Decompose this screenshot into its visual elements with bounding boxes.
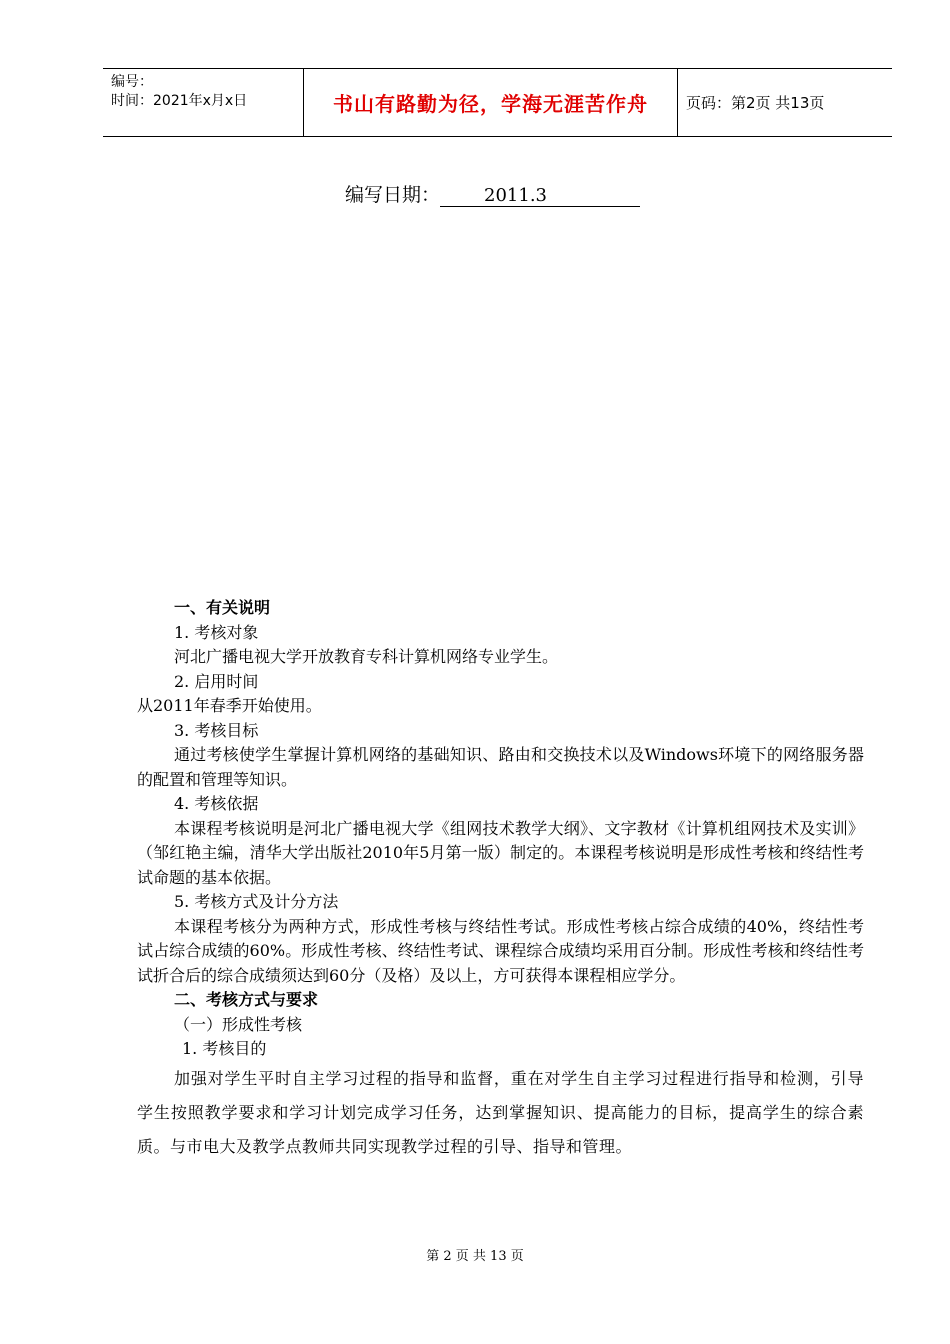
document-body <box>137 596 864 1164</box>
page-header <box>103 68 892 137</box>
subsection-1-item-1-title: 1. 考核目的 <box>182 1039 267 1058</box>
item-3-text: 通过考核使学生掌握计算机网络的基础知识、路由和交换技术以及Windows环境下的网络服务器的配置和管理等知识。 <box>137 745 864 789</box>
subsection-1-item-1-text: 加强对学生平时自主学习过程的指导和监督，重在对学生自主学习过程进行指导和检测，引导学生按照教学要求和学习计划完成学习任务，达到掌握知识、提高能力的目标，提高学生的综合素质。与市电大及教学点教师共同实现教学过程的引导、指导和管理。 <box>137 1068 864 1156</box>
compile-date-label: 编写日期： <box>345 184 441 206</box>
compile-date-value: 2011.3 <box>440 185 640 207</box>
number-label: 编号： <box>111 74 153 90</box>
header-page-info: 页码：第2页 共13页 <box>686 94 825 112</box>
section-1-title: 一、有关说明 <box>174 598 271 617</box>
item-3-title: 3. 考核目标 <box>174 720 259 740</box>
section-2-title: 二、考核方式与要求 <box>174 990 319 1009</box>
item-5-text: 本课程考核分为两种方式，形成性考核与终结性考试。形成性考核占综合成绩的40%，终结性考试占综合成绩的60%。形成性考核、终结性考试、课程综合成绩均采用百分制。形成性考核和终结性考试折合后的综合成绩须达到60分（及格）及以上，方可获得本课程相应学分。 <box>137 916 864 985</box>
header-motto: 书山有路勤为径，学海无涯苦作舟 <box>304 69 678 136</box>
page-footer: 第 2 页 共 13 页 <box>426 1249 524 1264</box>
item-4-text: 本课程考核说明是河北广播电视大学《组网技术教学大纲》、文字教材《计算机组网技术及实训》（邹红艳主编，清华大学出版社2010年5月第一版）制定的。本课程考核说明是形成性考核和终结性考试命题的基本依据。 <box>137 818 864 887</box>
subsection-1-title: （一）形成性考核 <box>174 1014 303 1034</box>
item-1-text: 河北广播电视大学开放教育专科计算机网络专业学生。 <box>174 647 559 666</box>
item-5-title: 5. 考核方式及计分方法 <box>174 892 339 911</box>
item-2-title: 2. 启用时间 <box>174 671 259 691</box>
header-meta <box>103 69 304 136</box>
compile-date <box>345 180 640 207</box>
time-label: 时间：2021年x月x日 <box>111 93 248 109</box>
item-1-title: 1. 考核对象 <box>174 622 259 642</box>
item-2-text: 从2011年春季开始使用。 <box>137 696 322 715</box>
item-4-title: 4. 考核依据 <box>174 794 259 813</box>
